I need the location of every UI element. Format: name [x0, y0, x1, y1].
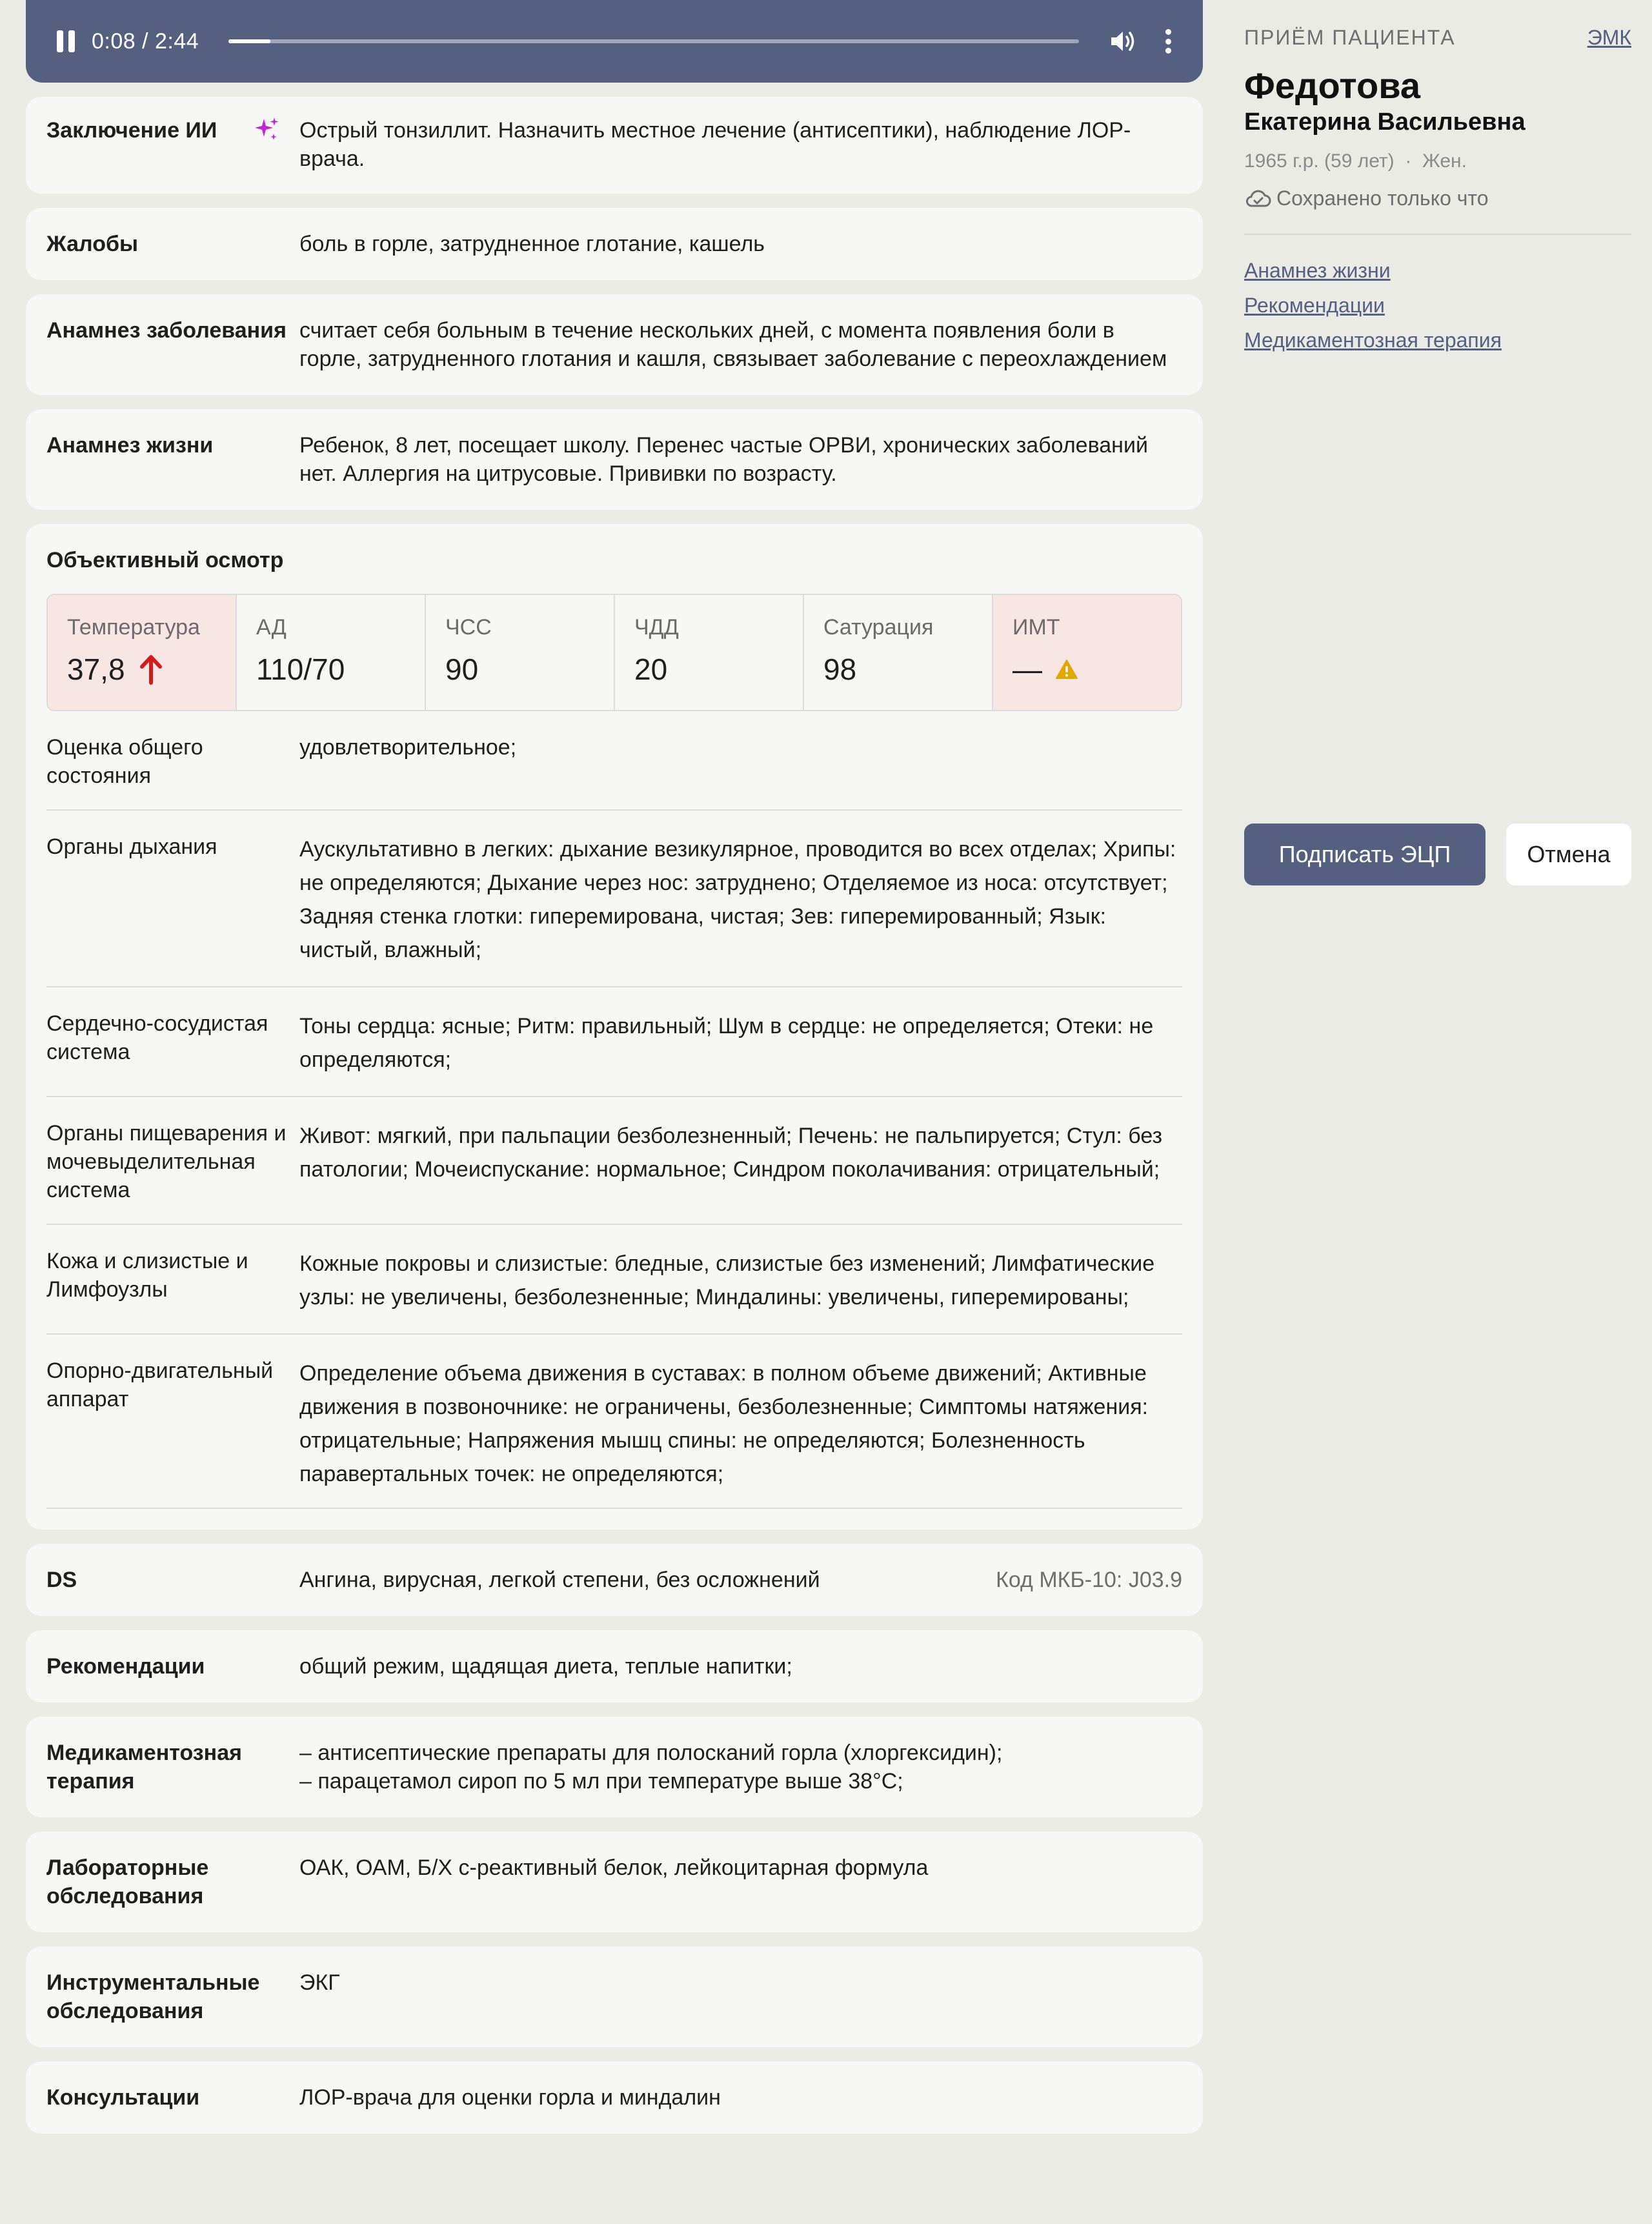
- vital-temperature[interactable]: [48, 595, 237, 710]
- section-life-history[interactable]: [26, 409, 1203, 510]
- section-label: Инструментальные обследования: [46, 1970, 260, 2023]
- section-disease-history[interactable]: [26, 294, 1203, 395]
- vital-label: ИМТ: [1012, 615, 1060, 640]
- section-value: общий режим, щадящая диета, теплые напитки;: [299, 1654, 792, 1679]
- exam-row-label: Органы пищеварения и мочевыделительная система: [46, 1121, 287, 1202]
- main-column: [26, 0, 1203, 2134]
- exam-row-respiratory[interactable]: [46, 811, 1182, 987]
- exam-row-general-state[interactable]: [46, 711, 1182, 811]
- player-time: 0:08 / 2:44: [92, 28, 199, 54]
- section-label: Рекомендации: [46, 1654, 205, 1679]
- vital-respiratory-rate[interactable]: [615, 595, 804, 710]
- section-label: DS: [46, 1568, 77, 1592]
- section-consultations[interactable]: [26, 2061, 1203, 2134]
- exam-row-value: Определение объема движения в суставах: в полном объеме движений; Активные движения в позвоночнике: не ограничены, безболезненные; Симптомы натяжения: отрицательные; Напряжения мышц спины: не определяются; Болезненность паравертальных точек: не определяются;: [299, 1361, 1149, 1486]
- vital-label: ЧСС: [445, 615, 492, 640]
- exam-title: Объективный осмотр: [46, 548, 284, 572]
- vital-heart-rate[interactable]: [426, 595, 615, 710]
- vital-label: Температура: [67, 615, 200, 640]
- player-progress-track[interactable]: [228, 39, 1079, 43]
- vital-value: 110/70: [256, 652, 345, 686]
- vital-value: 90: [445, 652, 479, 686]
- exam-row-value: Кожные покровы и слизистые: бледные, слизистые без изменений; Лимфатические узлы: не увеличены, безболезненные; Миндалины: увеличены, гиперемированы;: [299, 1251, 1155, 1309]
- more-vertical-icon[interactable]: [1165, 29, 1173, 54]
- vitals-strip: [46, 594, 1182, 711]
- section-value: ЭКГ: [299, 1970, 340, 1995]
- section-value: ОАК, ОАМ, Б/Х с-реактивный белок, лейкоцитарная формула: [299, 1855, 929, 1880]
- section-value: – антисептические препараты для полосканий горла (хлоргексидин); – парацетамол сироп по 5 мл при температуре выше 38°С;: [299, 1741, 1003, 1794]
- warning-icon: [1055, 658, 1078, 680]
- section-value: Ангина, вирусная, легкой степени, без осложнений: [299, 1568, 820, 1592]
- vital-label: ЧДД: [634, 615, 679, 640]
- patient-surname: Федотова: [1244, 65, 1421, 106]
- section-diagnosis[interactable]: [26, 1544, 1203, 1616]
- vital-value-text: —: [1012, 652, 1042, 686]
- section-value: Ребенок, 8 лет, посещает школу. Перенес частые ОРВИ, хронических заболеваний нет. Аллергия на цитрусовые. Прививки по возрасту.: [299, 433, 1148, 486]
- icd-code: Код МКБ-10: J03.9: [996, 1568, 1182, 1592]
- section-label: Жалобы: [46, 232, 139, 256]
- vital-value: 98: [823, 652, 857, 686]
- vital-value: [67, 652, 216, 687]
- section-label: Анамнез жизни: [46, 433, 214, 458]
- vital-bmi[interactable]: [993, 595, 1181, 710]
- vital-value-text: 37,8: [67, 652, 125, 686]
- section-drug-therapy[interactable]: [26, 1717, 1203, 1817]
- ai-label-text: Заключение ИИ: [46, 118, 217, 143]
- save-status: [1244, 187, 1631, 210]
- exam-row-cardiovascular[interactable]: [46, 987, 1182, 1097]
- patient-name: Екатерина Васильевна: [1244, 108, 1526, 136]
- sidebar-actions: [1244, 824, 1631, 885]
- arrow-up-icon: [137, 653, 165, 685]
- exam-row-digestive[interactable]: [46, 1097, 1182, 1225]
- exam-row-label: Органы дыхания: [46, 834, 217, 859]
- section-lab-tests[interactable]: [26, 1832, 1203, 1932]
- link-life-history[interactable]: Анамнез жизни: [1244, 259, 1391, 282]
- section-label: Консультации: [46, 2085, 200, 2110]
- patient-sidebar: [1244, 0, 1631, 885]
- exam-row-musculoskeletal[interactable]: [46, 1335, 1182, 1509]
- section-label: [46, 116, 299, 173]
- pause-icon[interactable]: [57, 30, 75, 52]
- sign-button[interactable]: Подписать ЭЦП: [1244, 824, 1486, 885]
- emk-link[interactable]: ЭМК: [1587, 26, 1631, 49]
- section-value: считает себя больным в течение нескольких дней, с момента появления боли в горле, затрудненного глотания и кашля, связывает заболевание с переохлаждением: [299, 318, 1167, 371]
- vital-label: АД: [256, 615, 287, 640]
- section-complaints[interactable]: [26, 208, 1203, 280]
- section-value: боль в горле, затрудненное глотание, кашель: [299, 232, 765, 256]
- exam-row-label: Сердечно-сосудистая система: [46, 1011, 268, 1064]
- section-recommendations[interactable]: [26, 1630, 1203, 1703]
- audio-player: [26, 0, 1203, 83]
- section-value: ЛОР-врача для оценки горла и миндалин: [299, 2085, 721, 2110]
- vital-value: [1012, 652, 1162, 687]
- section-objective-exam: [26, 524, 1203, 1530]
- vital-saturation[interactable]: [804, 595, 993, 710]
- cloud-check-icon: [1244, 188, 1273, 210]
- section-label: Анамнез заболевания: [46, 318, 287, 343]
- sidebar-caption: ПРИЁМ ПАЦИЕНТА: [1244, 26, 1456, 49]
- exam-row-value: удовлетворительное;: [299, 735, 517, 760]
- vital-label: Сатурация: [823, 615, 934, 640]
- exam-row-label: Кожа и слизистые и Лимфоузлы: [46, 1249, 248, 1302]
- exam-row-label: Оценка общего состояния: [46, 735, 203, 788]
- link-drug-therapy[interactable]: Медикаментозная терапия: [1244, 329, 1502, 352]
- save-status-text: Сохранено только что: [1276, 187, 1489, 210]
- exam-row-label: Опорно-двигательный аппарат: [46, 1359, 274, 1411]
- volume-icon[interactable]: [1109, 28, 1137, 54]
- section-ai-conclusion[interactable]: [26, 97, 1203, 194]
- vital-value: 20: [634, 652, 668, 686]
- cancel-button[interactable]: Отмена: [1506, 824, 1631, 885]
- player-progress-fill: [228, 39, 270, 43]
- exam-row-value: Живот: мягкий, при пальпации безболезненный; Печень: не пальпируется; Стул: без патологии; Мочеиспускание: нормальное; Синдром поколачивания: отрицательный;: [299, 1124, 1163, 1182]
- section-links: [1244, 253, 1631, 358]
- exam-row-skin-lymph[interactable]: [46, 1225, 1182, 1335]
- sparkle-icon: [253, 116, 280, 143]
- vital-blood-pressure[interactable]: [237, 595, 426, 710]
- section-instrumental[interactable]: [26, 1946, 1203, 2047]
- exam-row-value: Тоны сердца: ясные; Ритм: правильный; Шум в сердце: не определяется; Отеки: не определяются;: [299, 1014, 1154, 1072]
- sidebar-divider: [1244, 234, 1631, 235]
- section-value: Острый тонзиллит. Назначить местное лечение (антисептики), наблюдение ЛОР-врача.: [299, 118, 1131, 171]
- section-label: Лабораторные обследования: [46, 1855, 209, 1908]
- section-label: Медикаментозная терапия: [46, 1741, 242, 1794]
- link-recommendations[interactable]: Рекомендации: [1244, 294, 1385, 317]
- exam-row-value: Аускультативно в легких: дыхание везикулярное, проводится во всех отделах; Хрипы: не определяются; Дыхание через нос: затруднено; Отделяемое из носа: отсутствует; Задняя стенка глотки: гиперемирована, чистая; Зев: гиперемированный; Язык: чистый, влажный;: [299, 837, 1176, 962]
- patient-meta: 1965 г.р. (59 лет) · Жен.: [1244, 150, 1467, 172]
- sidebar-header: [1244, 26, 1631, 50]
